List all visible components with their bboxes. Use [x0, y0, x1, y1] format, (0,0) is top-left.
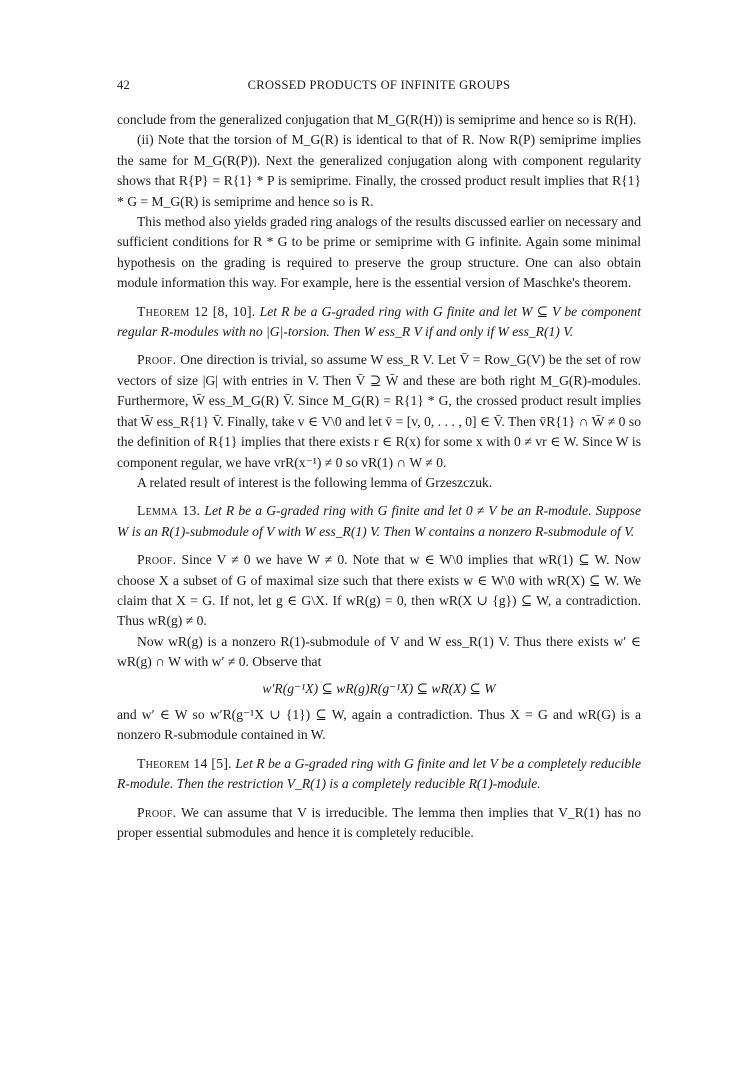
page-body	[117, 110, 641, 843]
proof-label: Proof.	[137, 552, 177, 568]
paragraph: A related result of interest is the following lemma of Grzeszczuk.	[137, 474, 493, 490]
proof-text: and w′ ∈ W so w′R(g⁻¹X ∪ {1}) ⊆ W, again a contradiction. Thus X = G and wR(G) is a nonzero R-submodule contained in W.	[117, 706, 641, 743]
proof-text: One direction is trivial, so assume W ess_R V. Let V̄ = Row_G(V) be the set of row vectors of size |G| with entries in V. Then V̄ ⊇ W̄ and these are both right M_G(R)-modules. Furthermore, W̄ ess_M_G(R) V̄. Since M_G(R) = R{1} * G, the crossed product result implies that W̄ ess_R{1} V̄. Finally, take v ∈ V\0 and let v̄ = [v, 0, . . . , 0] ∈ V̄. Then v̄R{1} ∩ W̄ ≠ 0 so the definition of R{1} implies that there exists r ∈ R(x) for some x with 0 ≠ vr ∈ W. Since W is component regular, we have vrR(x⁻¹) ≠ 0 so vR(1) ∩ W ≠ 0.	[117, 352, 642, 470]
theorem-statement: Let R be a G-graded ring with G finite and let W ⊆ V be component regular R-modules with no |G|-torsion. Then W ess_R V if and only if W ess_R(1) V.	[117, 303, 641, 340]
theorem-label: Theorem 12 [8, 10].	[137, 303, 256, 319]
page-number: 42	[117, 78, 131, 92]
paragraph: (ii) Note that the torsion of M_G(R) is identical to that of R. Now R(P) semiprime implies the same for M_G(R(P)). Next the generalized conjugation along with component regularity shows that R{P} = R{1} * P is semiprime. Finally, the crossed product result implies that R{1} * G = M_G(R) is semiprime and hence so is R.	[117, 132, 641, 209]
lemma-label: Lemma 13.	[137, 503, 201, 519]
proof-text: We can assume that V is irreducible. The lemma then implies that V_R(1) has no proper essential submodules and hence it is completely reducible.	[117, 804, 642, 840]
lemma-13	[117, 501, 641, 542]
proof-theorem-12	[117, 350, 641, 472]
paragraph: This method also yields graded ring analogs of the results discussed earlier on necessary and sufficient conditions for R * G to be prime or semiprime with G infinite. Again some minimal hypothesis on the grading is required to preserve the group structure. One can also obtain module information this way. For example, here is the essential version of Maschke's theorem.	[117, 214, 641, 291]
running-header	[117, 78, 641, 98]
proof-text: Now wR(g) is a nonzero R(1)-submodule of V and W ess_R(1) V. Thus there exists w′ ∈ wR(g) ∩ W with w′ ≠ 0. Observe that	[117, 633, 641, 670]
proof-theorem-14	[117, 803, 641, 844]
running-title: CROSSED PRODUCTS OF INFINITE GROUPS	[247, 78, 511, 92]
proof-label: Proof.	[137, 352, 177, 368]
paragraph: conclude from the generalized conjugation that M_G(R(H)) is semiprime and hence so is R(H).	[117, 112, 637, 127]
theorem-14	[117, 754, 641, 795]
theorem-statement: Let R be a G-graded ring with G finite and let V be a completely reducible R-module. Then the restriction V_R(1) is a completely reducible R(1)-module.	[117, 755, 641, 792]
lemma-statement: Let R be a G-graded ring with G finite and let 0 ≠ V be an R-module. Suppose W is an R(1)-submodule of V with W ess_R(1) V. Then W contains a nonzero R-submodule of V.	[117, 503, 641, 539]
theorem-label: Theorem 14 [5].	[137, 755, 232, 771]
proof-text: Since V ≠ 0 we have W ≠ 0. Note that w ∈ W\0 implies that wR(1) ⊆ W. Now choose X a subset of G of maximal size such that there exists w ∈ W\0 with wR(X) ⊆ W. We claim that X = G. If not, let g ∈ G\X. If wR(g) = 0, then wR(X ∪ {g}) ⊆ W, a contradiction. Thus wR(g) ≠ 0.	[117, 552, 641, 629]
theorem-12	[117, 302, 641, 343]
proof-lemma-13	[117, 550, 641, 632]
proof-label: Proof.	[137, 804, 177, 820]
page	[117, 78, 641, 843]
display-equation: w′R(g⁻¹X) ⊆ wR(g)R(g⁻¹X) ⊆ wR(X) ⊆ W	[262, 680, 496, 696]
